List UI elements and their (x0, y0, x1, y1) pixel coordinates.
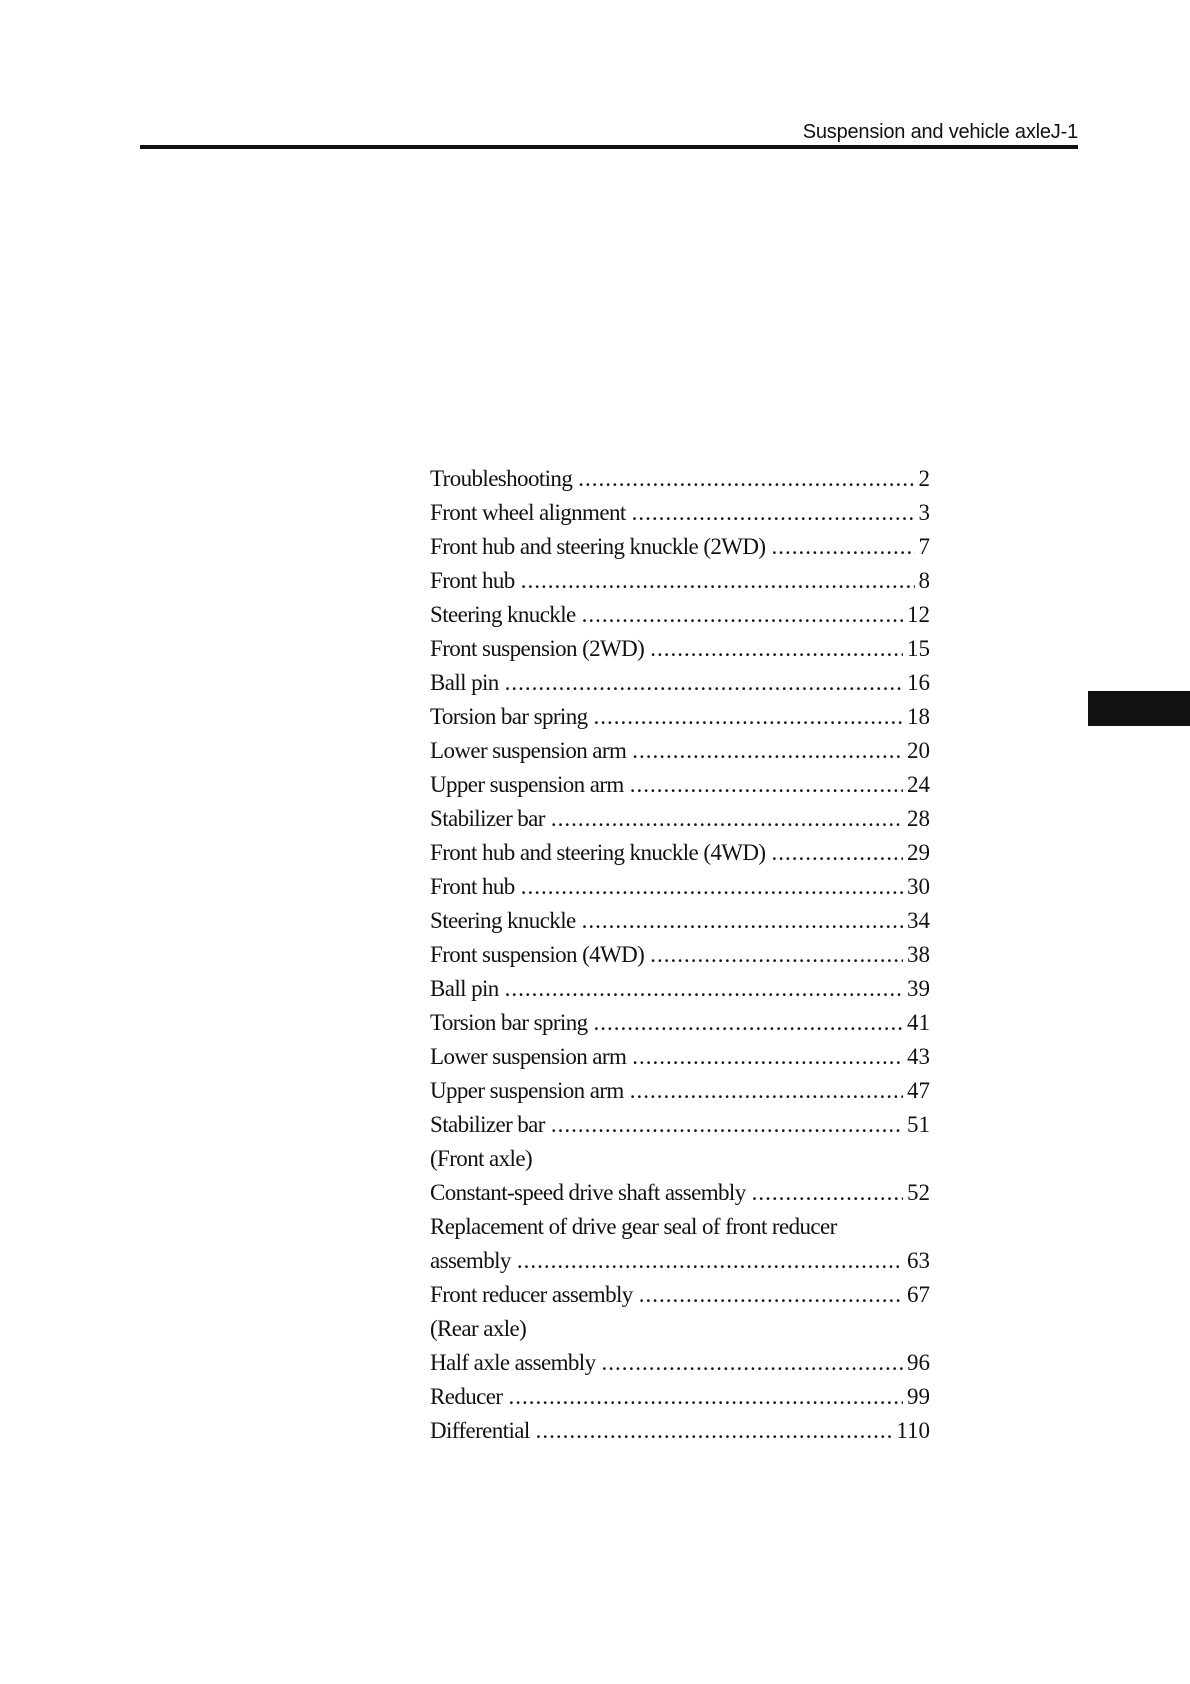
toc-entry-page-number: 52 (907, 1180, 930, 1205)
toc-dot-leader (650, 632, 903, 666)
toc-dot-leader (630, 1074, 903, 1108)
toc-entry-title: Reducer (430, 1384, 503, 1409)
toc-entry-title: Constant-speed drive shaft assembly (430, 1180, 746, 1205)
toc-dot-leader (601, 1346, 903, 1380)
toc-dot-leader (752, 1176, 903, 1210)
toc-entry[interactable] (430, 632, 930, 666)
toc-entry-title: Troubleshooting (430, 466, 573, 491)
toc-section-heading: (Rear axle) (430, 1316, 527, 1341)
toc-entry[interactable] (430, 768, 930, 802)
toc-entry-title: Torsion bar spring (430, 1010, 588, 1035)
toc-entry-page-number: 12 (907, 602, 930, 627)
toc-entry-title: assembly (430, 1248, 511, 1273)
toc-entry-page-number: 43 (907, 1044, 930, 1069)
toc-dot-leader (505, 972, 903, 1006)
toc-entry-page-number: 16 (907, 670, 930, 695)
toc-entry-title: Steering knuckle (430, 908, 576, 933)
toc-section-heading: Replacement of drive gear seal of front reducer (430, 1214, 837, 1239)
toc-entry-title: Front hub (430, 568, 515, 593)
toc-entry[interactable] (430, 530, 930, 564)
toc-entry[interactable] (430, 1176, 930, 1210)
toc-entry[interactable] (430, 1380, 930, 1414)
toc-dot-leader (521, 870, 903, 904)
toc-dot-leader (505, 666, 903, 700)
toc-entry[interactable] (430, 1346, 930, 1380)
toc-entry[interactable] (430, 938, 930, 972)
toc-dot-leader (632, 734, 903, 768)
toc-entry-title: Stabilizer bar (430, 806, 545, 831)
toc-entry-page-number: 30 (907, 874, 930, 899)
toc-entry[interactable] (430, 802, 930, 836)
toc-entry-title: Ball pin (430, 976, 499, 1001)
toc-entry-page-number: 20 (907, 738, 930, 763)
toc-entry-page-number: 29 (907, 840, 930, 865)
toc-section-heading: (Front axle) (430, 1146, 533, 1171)
toc-entry-title: Upper suspension arm (430, 772, 624, 797)
toc-entry-title: Front suspension (2WD) (430, 636, 645, 661)
toc-entry-title: Front suspension (4WD) (430, 942, 645, 967)
toc-entry-title: Front hub and steering knuckle (2WD) (430, 534, 766, 559)
toc-entry[interactable] (430, 870, 930, 904)
toc-dot-leader (594, 1006, 903, 1040)
toc-entry[interactable] (430, 734, 930, 768)
toc-dot-leader (771, 530, 914, 564)
toc-dot-leader (508, 1380, 903, 1414)
toc-entry[interactable] (430, 666, 930, 700)
toc-entry-page-number: 7 (918, 534, 930, 559)
toc-entry-page-number: 3 (918, 500, 930, 525)
toc-entry-page-number: 41 (907, 1010, 930, 1035)
toc-entry[interactable] (430, 700, 930, 734)
toc-dot-leader (582, 904, 903, 938)
toc-entry-title: Front hub and steering knuckle (4WD) (430, 840, 766, 865)
toc-entry-title: Front hub (430, 874, 515, 899)
toc-entry[interactable] (430, 972, 930, 1006)
toc-entry[interactable] (430, 1244, 930, 1278)
toc-dot-leader (650, 938, 903, 972)
toc-entry-title: Half axle assembly (430, 1350, 596, 1375)
toc-entry-title: Steering knuckle (430, 602, 576, 627)
toc-dot-leader (582, 598, 903, 632)
toc-entry[interactable] (430, 904, 930, 938)
toc-entry-page-number: 18 (907, 704, 930, 729)
toc-dot-leader (594, 700, 903, 734)
toc-entry-page-number: 15 (907, 636, 930, 661)
toc-entry-title: Ball pin (430, 670, 499, 695)
toc-dot-leader (521, 564, 915, 598)
toc-entry-page-number: 110 (896, 1418, 930, 1443)
toc-entry[interactable] (430, 496, 930, 530)
toc-entry-page-number: 34 (907, 908, 930, 933)
toc-entry-title: Lower suspension arm (430, 1044, 627, 1069)
toc-entry-page-number: 38 (907, 942, 930, 967)
toc-entry[interactable] (430, 1414, 930, 1448)
toc-dot-leader (639, 1278, 903, 1312)
toc-entry[interactable] (430, 1006, 930, 1040)
toc-entry-page-number: 96 (907, 1350, 930, 1375)
page-header-title: Suspension and vehicle axleJ-1 (802, 121, 1078, 143)
toc-dot-leader (551, 1108, 903, 1142)
toc-entry[interactable] (430, 1278, 930, 1312)
toc-entry-title: Differential (430, 1418, 530, 1443)
toc-dot-leader (771, 836, 903, 870)
toc-dot-leader (517, 1244, 903, 1278)
toc-dot-leader (578, 462, 914, 496)
toc-entry[interactable] (430, 836, 930, 870)
section-thumb-tab (1088, 691, 1190, 726)
toc-dot-leader (632, 496, 915, 530)
toc-entry-title: Stabilizer bar (430, 1112, 545, 1137)
toc-entry[interactable] (430, 1074, 930, 1108)
toc-entry-title: Front wheel alignment (430, 500, 626, 525)
toc-dot-leader (551, 802, 903, 836)
toc-dot-leader (536, 1414, 893, 1448)
toc-entry[interactable] (430, 462, 930, 496)
toc-entry-page-number: 39 (907, 976, 930, 1001)
toc-entry-title: Upper suspension arm (430, 1078, 624, 1103)
toc-entry-title: Front reducer assembly (430, 1282, 633, 1307)
toc-entry-page-number: 51 (907, 1112, 930, 1137)
toc-entry-page-number: 28 (907, 806, 930, 831)
toc-entry-page-number: 24 (907, 772, 930, 797)
toc-entry-page-number: 99 (907, 1384, 930, 1409)
toc-dot-leader (630, 768, 903, 802)
toc-entry-page-number: 47 (907, 1078, 930, 1103)
toc-entry-page-number: 63 (907, 1248, 930, 1273)
toc-dot-leader (632, 1040, 903, 1074)
toc-entry-page-number: 2 (918, 466, 930, 491)
toc-entry-title: Torsion bar spring (430, 704, 588, 729)
toc-entry[interactable] (430, 564, 930, 598)
toc-entry-page-number: 8 (918, 568, 930, 593)
toc-entry-page-number: 67 (907, 1282, 930, 1307)
toc-entry[interactable] (430, 1040, 930, 1074)
toc-entry-title: Lower suspension arm (430, 738, 627, 763)
toc-entry[interactable] (430, 1108, 930, 1142)
header-rule (140, 145, 1078, 149)
table-of-contents (430, 462, 930, 1448)
toc-entry[interactable] (430, 598, 930, 632)
